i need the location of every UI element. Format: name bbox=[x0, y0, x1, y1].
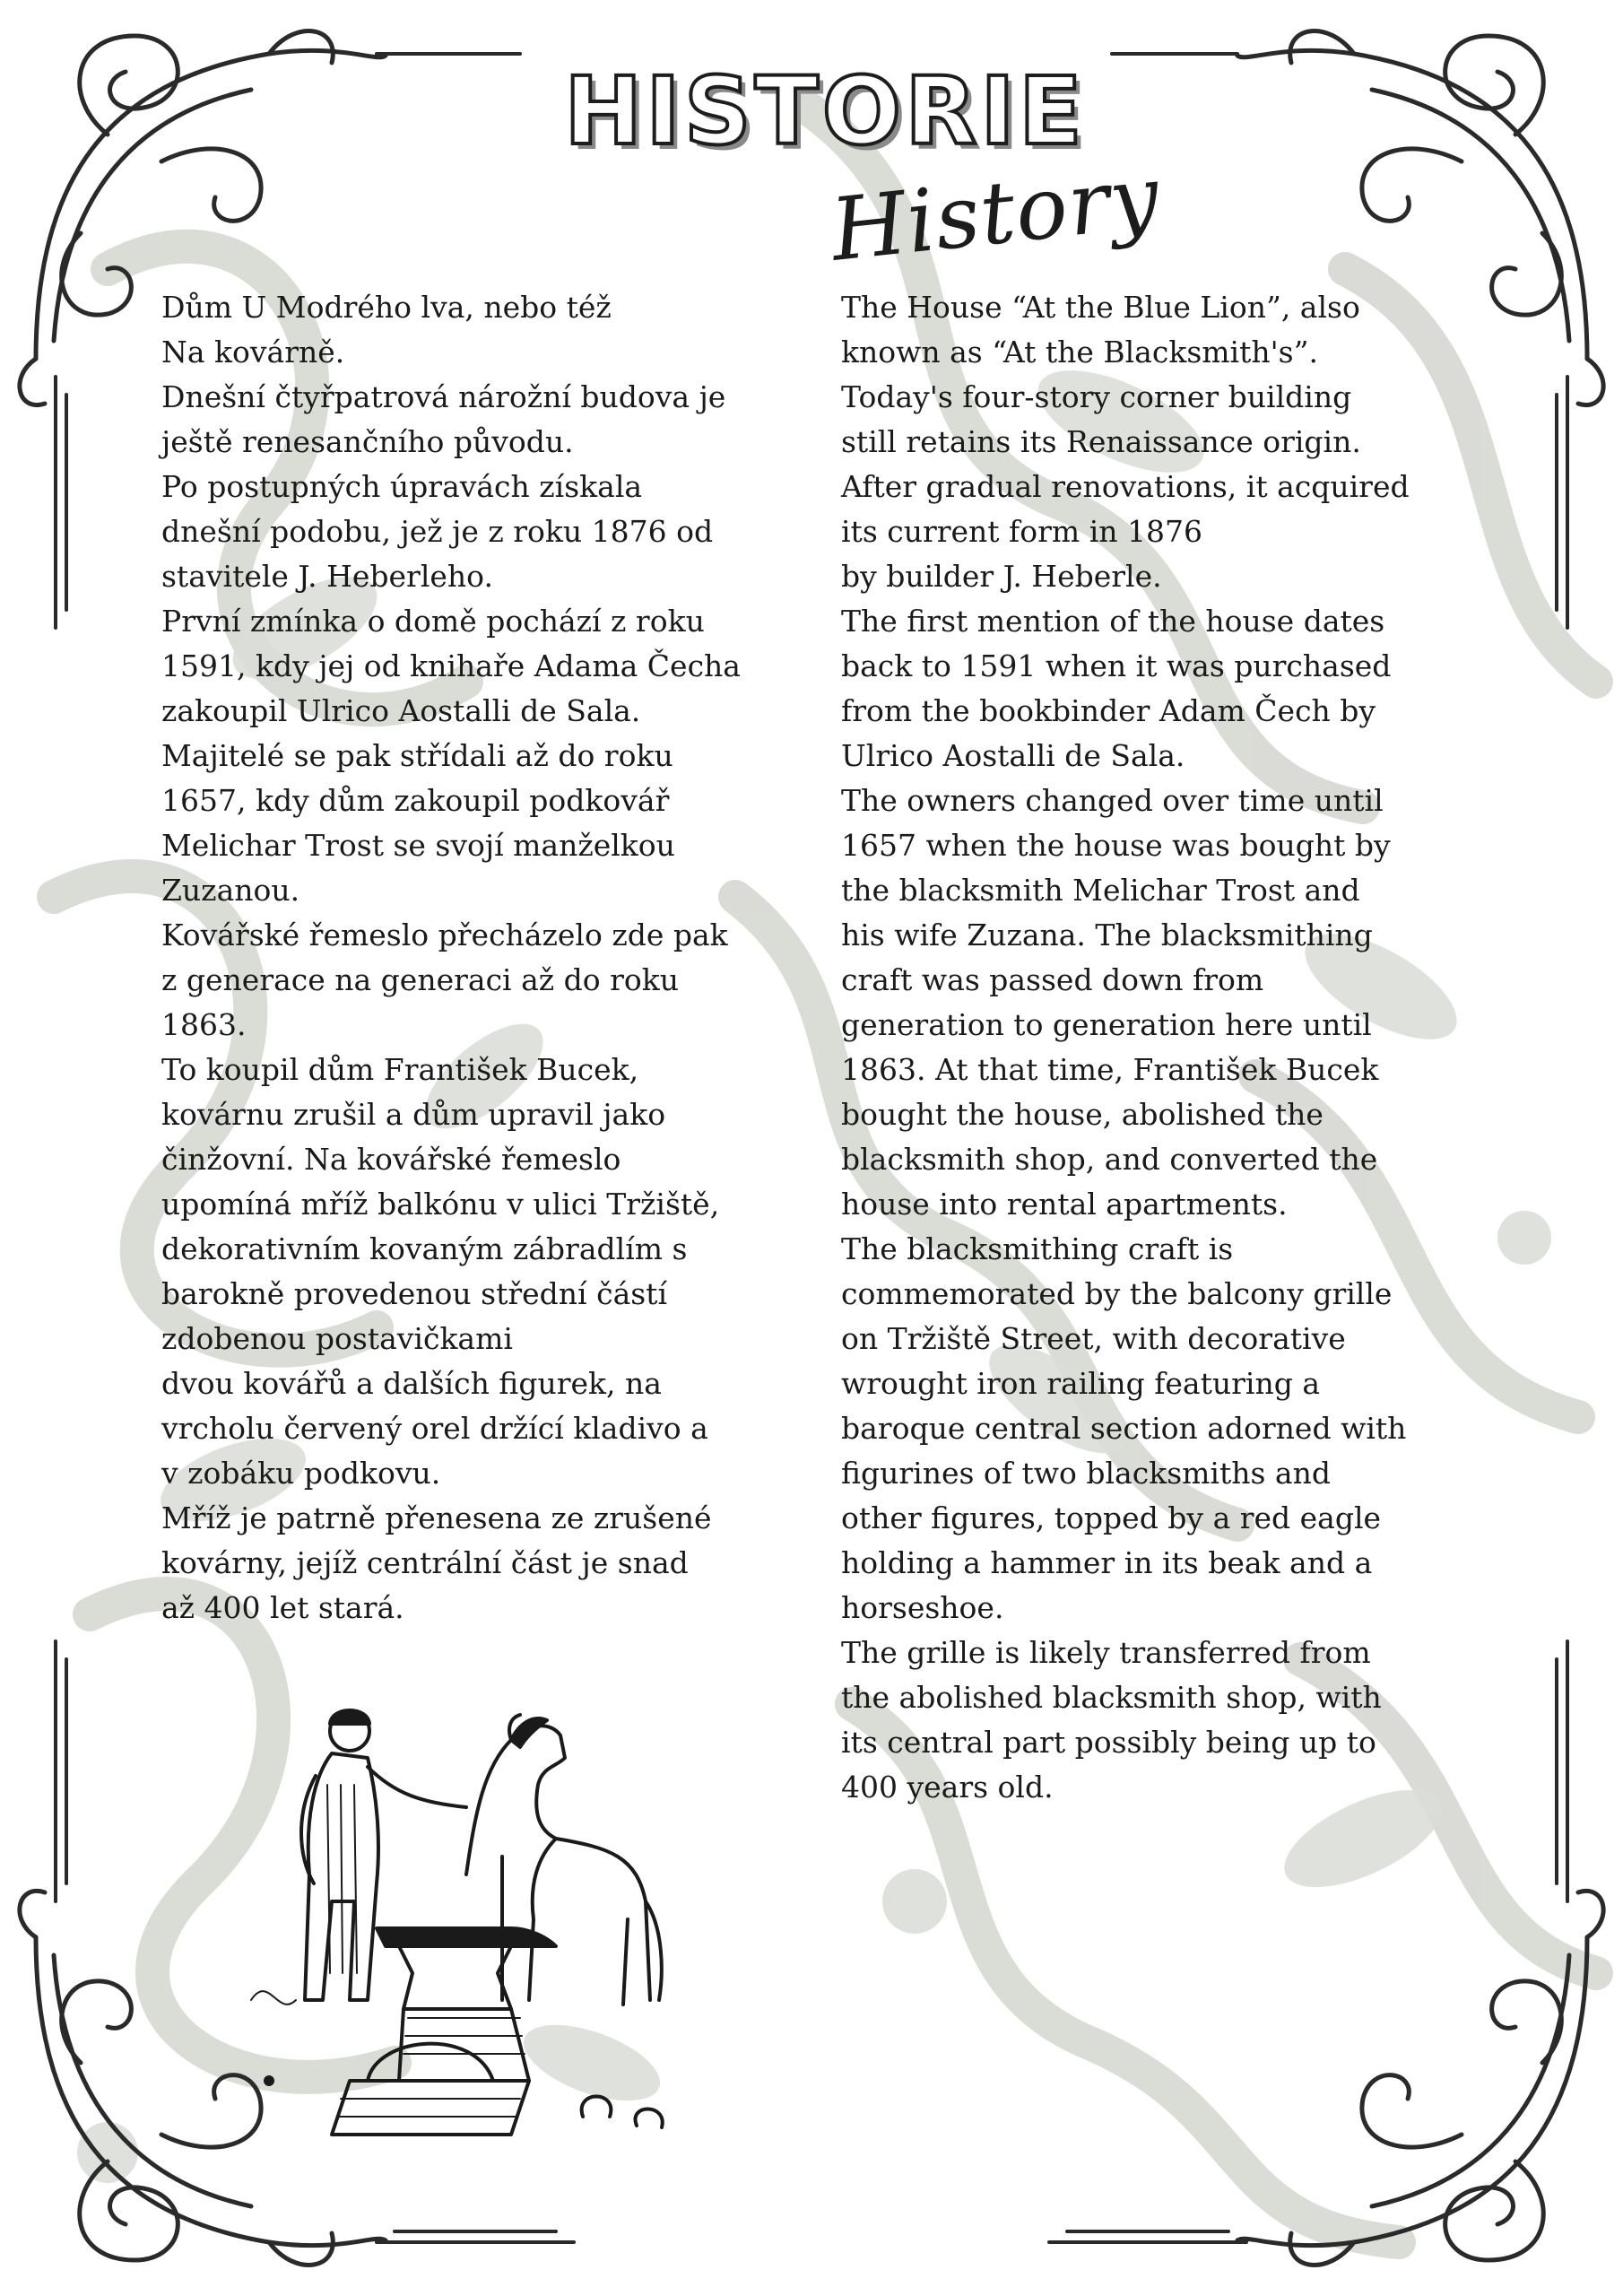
text-line: his wife Zuzana. The blacksmithing bbox=[841, 918, 1373, 952]
text-line: 1863. bbox=[161, 1007, 247, 1042]
text-line: činžovní. Na kovářské řemeslo bbox=[161, 1142, 621, 1177]
english-text-column bbox=[841, 285, 1487, 1810]
text-line: kovárnu zrušil a dům upravil jako bbox=[161, 1097, 666, 1132]
text-line: bought the house, abolished the bbox=[841, 1097, 1324, 1132]
text-line: known as “At the Blacksmith's”. bbox=[841, 335, 1318, 370]
text-line: commemorated by the balcony grille bbox=[841, 1276, 1393, 1311]
text-line: První zmínka o domě pochází z roku bbox=[161, 604, 705, 639]
text-line: vrcholu červený orel držící kladivo a bbox=[161, 1411, 708, 1446]
text-line: Majitelé se pak střídali až do roku bbox=[161, 738, 673, 773]
text-line: craft was passed down from bbox=[841, 962, 1264, 997]
text-line: The owners changed over time until bbox=[841, 783, 1384, 818]
text-line: the blacksmith Melichar Trost and bbox=[841, 873, 1360, 908]
text-line: The first mention of the house dates bbox=[841, 604, 1385, 639]
text-line: 1591, kdy jej od knihaře Adama Čecha bbox=[161, 648, 741, 683]
text-line: The House “At the Blue Lion”, also bbox=[841, 290, 1360, 325]
text-line: from the bookbinder Adam Čech by bbox=[841, 693, 1376, 728]
text-line: house into rental apartments. bbox=[841, 1187, 1288, 1222]
text-line: its current form in 1876 bbox=[841, 514, 1202, 549]
text-line: 1657 when the house was bought by bbox=[841, 828, 1391, 863]
text-line: 1863. At that time, František Bucek bbox=[841, 1052, 1379, 1087]
text-line: baroque central section adorned with bbox=[841, 1411, 1407, 1446]
text-line: on Tržiště Street, with decorative bbox=[841, 1321, 1346, 1356]
text-line: wrought iron railing featuring a bbox=[841, 1366, 1320, 1401]
text-line: To koupil dům František Bucek, bbox=[161, 1052, 639, 1087]
text-line: back to 1591 when it was purchased bbox=[841, 648, 1392, 683]
text-line: horseshoe. bbox=[841, 1590, 1004, 1625]
text-line: zdobenou postavičkami bbox=[161, 1321, 513, 1356]
text-line: its central part possibly being up to bbox=[841, 1725, 1376, 1760]
text-line: Today's four-story corner building bbox=[841, 379, 1352, 414]
text-line: v zobáku podkovu. bbox=[161, 1456, 441, 1491]
text-line: zakoupil Ulrico Aostalli de Sala. bbox=[161, 693, 641, 728]
text-line: Zuzanou. bbox=[161, 873, 300, 908]
text-line: Kovářské řemeslo přecházelo zde pak bbox=[161, 918, 728, 952]
text-line: the abolished blacksmith shop, with bbox=[841, 1680, 1382, 1715]
text-line: dekorativním kovaným zábradlím s bbox=[161, 1231, 688, 1266]
blacksmith-illustration bbox=[242, 1704, 744, 2152]
text-line: The blacksmithing craft is bbox=[841, 1231, 1234, 1266]
text-line: Dům U Modrého lva, nebo též bbox=[161, 290, 612, 325]
text-line: dnešní podobu, jež je z roku 1876 od bbox=[161, 514, 714, 549]
text-line: generation to generation here until bbox=[841, 1007, 1372, 1042]
text-line: Po postupných úpravách získala bbox=[161, 469, 643, 504]
text-line: 400 years old. bbox=[841, 1770, 1054, 1805]
text-line: až 400 let stará. bbox=[161, 1590, 404, 1625]
text-line: Na kovárně. bbox=[161, 335, 345, 370]
text-line: Melichar Trost se svojí manželkou bbox=[161, 828, 675, 863]
text-line: ještě renesančního původu. bbox=[161, 424, 574, 459]
text-line: After gradual renovations, it acquired bbox=[841, 469, 1410, 504]
page-subtitle: History bbox=[826, 146, 1165, 281]
text-line: other figures, topped by a red eagle bbox=[841, 1500, 1382, 1535]
text-line: 1657, kdy dům zakoupil podkovář bbox=[161, 783, 670, 818]
text-line: holding a hammer in its beak and a bbox=[841, 1545, 1373, 1580]
text-line: Ulrico Aostalli de Sala. bbox=[841, 738, 1185, 773]
page-title: HISTORIE bbox=[564, 57, 1086, 166]
text-line: The grille is likely transferred from bbox=[841, 1635, 1371, 1670]
text-line: Dnešní čtyřpatrová nárožní budova je bbox=[161, 379, 726, 414]
text-line: by builder J. Heberle. bbox=[841, 559, 1162, 594]
text-line: kovárny, jejíž centrální část je snad bbox=[161, 1545, 689, 1580]
text-line: still retains its Renaissance origin. bbox=[841, 424, 1361, 459]
text-line: dvou kovářů a dalších figurek, na bbox=[161, 1366, 662, 1401]
text-line: barokně provedenou střední částí bbox=[161, 1276, 667, 1311]
text-line: z generace na generaci až do roku bbox=[161, 962, 680, 997]
text-line: Mříž je patrně přenesena ze zrušené bbox=[161, 1500, 712, 1535]
text-line: figurines of two blacksmiths and bbox=[841, 1456, 1331, 1491]
text-line: upomíná mříž balkónu v ulici Tržiště, bbox=[161, 1187, 720, 1222]
text-line: stavitele J. Heberleho. bbox=[161, 559, 493, 594]
text-line: blacksmith shop, and converted the bbox=[841, 1142, 1378, 1177]
czech-text-column bbox=[161, 285, 807, 1631]
